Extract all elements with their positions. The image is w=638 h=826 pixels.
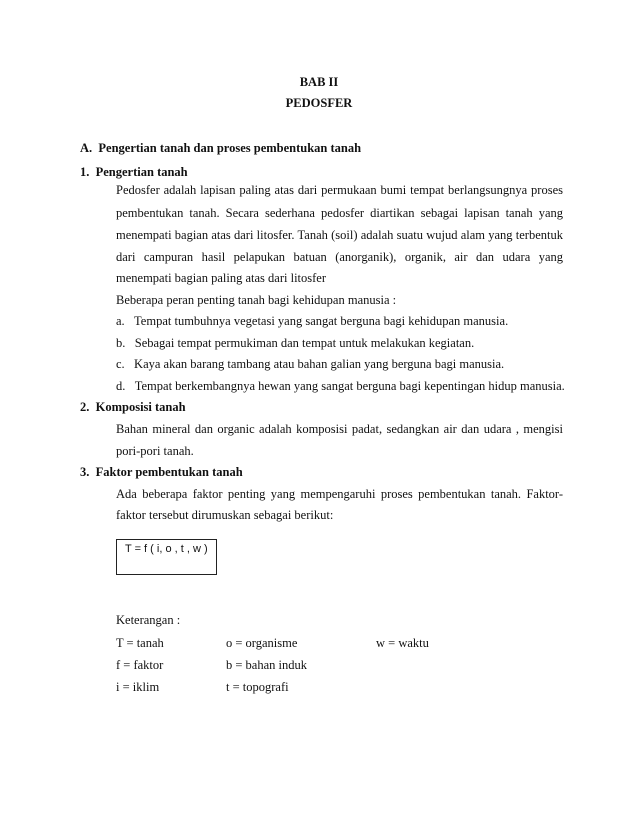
list-intro: Beberapa peran penting tanah bagi kehidupan manusia : <box>116 293 397 307</box>
paragraph-line: pori-pori tanah. <box>116 444 194 458</box>
formula-text: T = f ( i, o , t , w ) <box>125 543 208 555</box>
legend-topografi: t = topografi <box>226 680 289 694</box>
legend-faktor: f = faktor <box>116 658 164 672</box>
list-item: d. Tempat berkembangnya hewan yang sangat berguna bagi kepentingan hidup manusia. <box>116 379 565 393</box>
paragraph-line: menempati bagian paling atas dari litosfer <box>116 271 326 285</box>
legend-waktu: w = waktu <box>376 636 429 650</box>
page-title: PEDOSFER <box>285 96 353 110</box>
paragraph-line: dari campuran hasil pelapukan batuan (anorganik), organik, air dan udara yang <box>116 250 563 264</box>
paragraph-line: Pedosfer adalah lapisan paling atas dari permukaan bumi tempat berlangsungnya proses <box>116 183 563 197</box>
heading-komposisi-tanah: 2. Komposisi tanah <box>80 400 186 414</box>
paragraph-line: menempati bagian atas dari litosfer. Tanah (soil) adalah suatu wujud alam yang terbentuk <box>116 228 563 242</box>
legend-tanah: T = tanah <box>116 636 164 650</box>
heading-faktor-pembentukan: 3. Faktor pembentukan tanah <box>80 465 243 479</box>
paragraph-line: Bahan mineral dan organic adalah komposisi padat, sedangkan air dan udara , mengisi <box>116 422 563 436</box>
chapter-label: BAB II <box>299 75 339 89</box>
list-item: c. Kaya akan barang tambang atau bahan galian yang berguna bagi manusia. <box>116 357 505 371</box>
legend-organisme: o = organisme <box>226 636 298 650</box>
paragraph-line: pembentukan tanah. Secara sederhana pedosfer diartikan sebagai lapisan tanah yang <box>116 206 563 220</box>
list-item: a. Tempat tumbuhnya vegetasi yang sangat berguna bagi kehidupan manusia. <box>116 314 509 328</box>
heading-pengertian-tanah: 1. Pengertian tanah <box>80 165 188 179</box>
formula-box <box>116 539 217 575</box>
legend-bahan-induk: b = bahan induk <box>226 658 307 672</box>
list-item: b. Sebagai tempat permukiman dan tempat untuk melakukan kegiatan. <box>116 336 475 350</box>
legend-iklim: i = iklim <box>116 680 160 694</box>
keterangan-label: Keterangan : <box>116 613 181 627</box>
section-heading-a: A. Pengertian tanah dan proses pembentukan tanah <box>80 141 362 155</box>
paragraph-line: faktor tersebut dirumuskan sebagai berikut: <box>116 508 334 522</box>
paragraph-line: Ada beberapa faktor penting yang mempengaruhi proses pembentukan tanah. Faktor- <box>116 487 563 501</box>
